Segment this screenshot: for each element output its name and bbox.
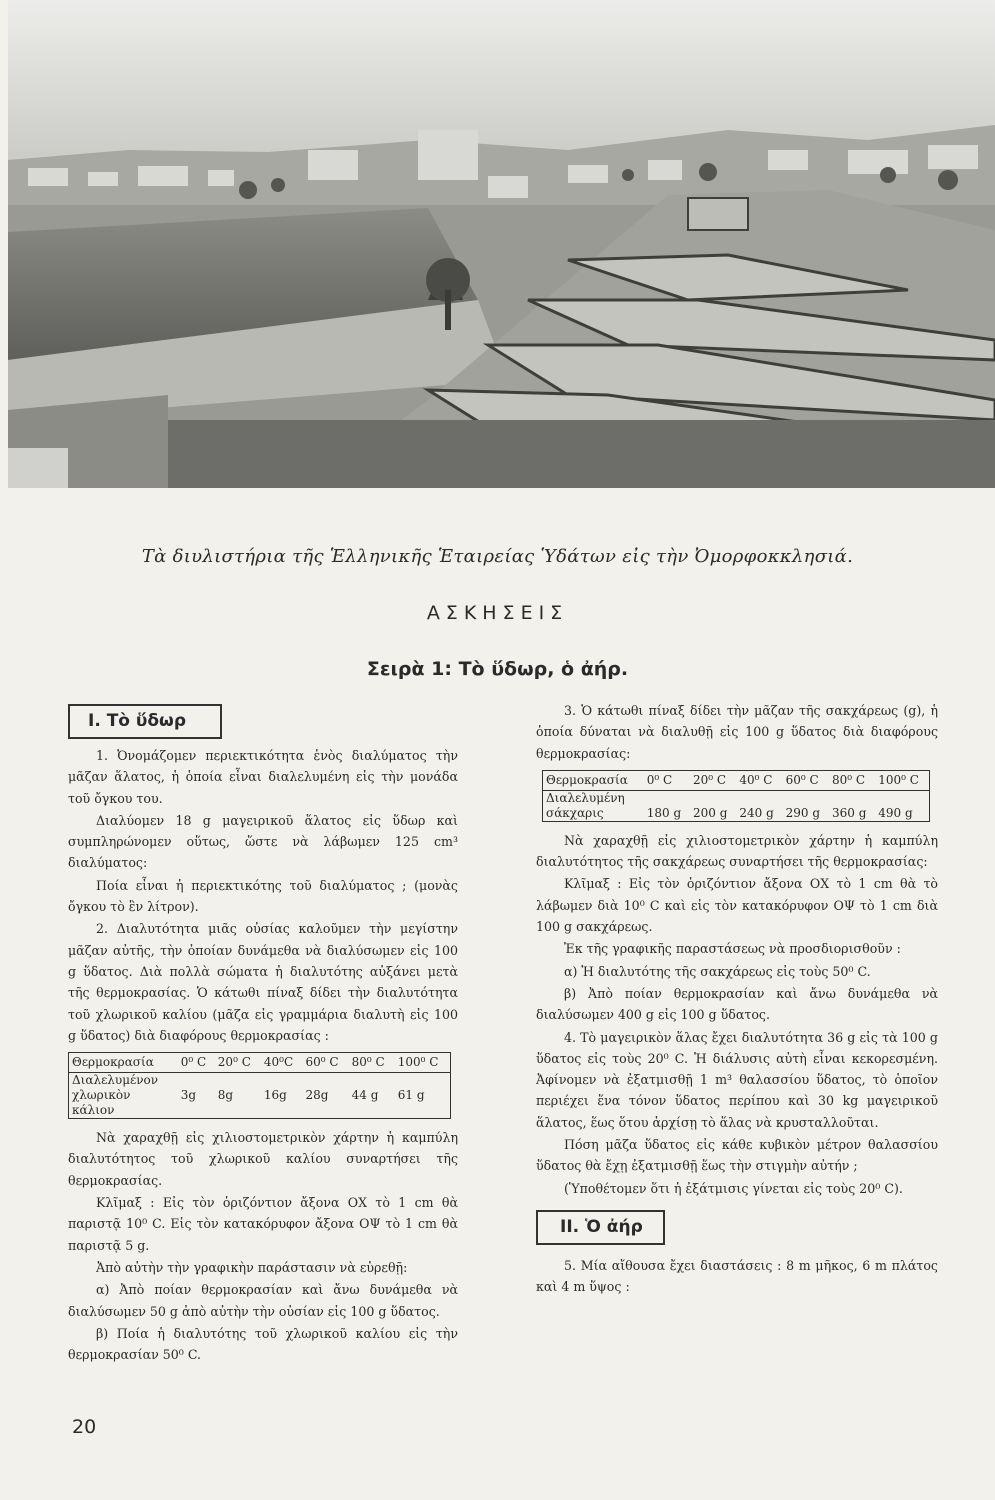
- table-row-label: χλωρικὸν: [72, 1088, 131, 1103]
- series-subheading: Σειρὰ 1: Τὸ ὕδωρ, ὁ ἀήρ.: [366, 658, 629, 680]
- left-column: [68, 700, 458, 1366]
- photo-caption: Τὰ διυλιστήρια τῆς Ἑλληνικῆς Ἑταιρείας Ὑδάτων εἰς τὴν Ὀμορφοκκλησιά.: [141, 546, 854, 567]
- water-treatment-plant-photo: [8, 0, 995, 488]
- table-row-label: σάκχαρις: [546, 805, 604, 820]
- exercises-heading: ΑΣΚΗΣΕΙΣ: [426, 602, 569, 624]
- table-value: 290 g: [785, 805, 821, 820]
- table-value: 16g: [263, 1088, 287, 1103]
- table-header-label: Θερμοκρασία: [69, 1053, 178, 1073]
- table-value: 61 g: [397, 1088, 425, 1103]
- table-temp: 20⁰ C: [690, 770, 736, 790]
- table-temp: 100⁰ C: [395, 1053, 451, 1073]
- table-temp: 0⁰ C: [178, 1053, 215, 1073]
- exercise-4-text: 4. Τὸ μαγειρικὸν ἅλας ἔχει διαλυτότητα 36 g εἰς τὰ 100 g ὕδατος εἰς τοὺς 20⁰ C. Ἡ διάλυσις αὐτὴ εἶναι κεκορεσμένη. Ἀφίνομεν νὰ ἐξατμισθῇ 1 m³ θαλασσίου ὕδατος, τὸ ὁποῖον περιέχει ἕνα τόνον ὕδατος περίπου καὶ 30 kg μαγειρικοῦ ἅλατος, ἕως ὅτου ἀρχίσῃ τὸ ἅλας νὰ κρυσταλλοῦται.: [536, 1029, 938, 1130]
- table-row-label: Διαλελυμένον: [72, 1073, 159, 1088]
- section-water-heading: Ι. Τὸ ὕδωρ: [68, 704, 222, 739]
- exercise-3-scale: Κλῖμαξ : Εἰς τὸν ὁριζόντιον ἄξονα ΟΧ τὸ 1 cm θὰ τὸ λάβωμεν διὰ 10⁰ C καὶ εἰς τὸν κατακόρυφον ΟΨ τὸ 1 cm διὰ 100 g σακχάρεως.: [536, 876, 938, 935]
- exercise-2-part-b: β) Ποία ἡ διαλυτότης τοῦ χλωρικοῦ καλίου εἰς τὴν θερμοκρασίαν 50⁰ C.: [68, 1325, 458, 1363]
- table-temp: 100⁰ C: [875, 770, 929, 790]
- table-value: 28g: [305, 1088, 329, 1103]
- exercise-2-instruction: Νὰ χαραχθῇ εἰς χιλιοστομετρικὸν χάρτην ἡ καμπύλη διαλυτότητος τοῦ χλωρικοῦ καλίου συναρτήσει τῆς θερμοκρασίας.: [68, 1130, 458, 1188]
- photo-illustration-icon: [8, 0, 995, 488]
- sugar-solubility-table: [542, 770, 930, 822]
- table-value: 180 g: [646, 805, 682, 820]
- section-air-heading: ΙΙ. Ὁ ἀήρ: [536, 1210, 665, 1245]
- table-value: 3g: [180, 1088, 197, 1103]
- table-temp: 60⁰ C: [303, 1053, 349, 1073]
- exercise-3-text: 3. Ὁ κάτωθι πίναξ δίδει τὴν μᾶζαν τῆς σακχάρεως (g), ἡ ὁποία δύναται νὰ διαλυθῇ εἰς 100 g ὕδατος διὰ διαφόρους θερμοκρασίας:: [536, 703, 938, 761]
- page-number: 20: [72, 1416, 97, 1438]
- right-column: [536, 700, 938, 1299]
- table-temp: 20⁰ C: [215, 1053, 261, 1073]
- exercise-3-part-b: β) Ἀπὸ ποίαν θερμοκρασίαν καὶ ἄνω δυνάμεθα νὰ διαλύσωμεν 400 g εἰς 100 g ὕδατος.: [536, 985, 938, 1023]
- table-temp: 60⁰ C: [783, 770, 829, 790]
- exercise-1-text: 1. Ὀνομάζομεν περιεκτικότητα ἑνὸς διαλύματος τὴν μᾶζαν ἅλατος, ἡ ὁποία εἶναι διαλελυμένη εἰς τὴν μονάδα τοῦ ὄγκου του.: [68, 748, 458, 806]
- table-row-label: Διαλελυμένη: [546, 790, 625, 805]
- exercise-3-find: Ἐκ τῆς γραφικῆς παραστάσεως νὰ προσδιορισθοῦν :: [564, 941, 901, 957]
- exercise-2-find: Ἀπὸ αὐτὴν τὴν γραφικὴν παράστασιν νὰ εὑρεθῇ:: [96, 1259, 408, 1275]
- exercise-2-scale: Κλῖμαξ : Εἰς τὸν ὁριζόντιον ἄξονα ΟΧ τὸ 1 cm θὰ παριστᾷ 10⁰ C. Εἰς τὸν κατακόρυφον ἄξονα ΟΨ τὸ 1 cm θὰ παριστᾷ 5 g.: [68, 1195, 458, 1253]
- exercise-2-part-a: α) Ἀπὸ ποίαν θερμοκρασίαν καὶ ἄνω δυνάμεθα νὰ διαλύσωμεν 50 g ἀπὸ αὐτὴν τὴν οὐσίαν εἰς 100 g ὕδατος.: [68, 1282, 458, 1319]
- exercise-2-text: 2. Διαλυτότητα μιᾶς οὐσίας καλοῦμεν τὴν μεγίστην μᾶζαν αὐτῆς, τὴν ὁποίαν δυνάμεθα νὰ διαλύσωμεν εἰς 100 g ὕδατος. Διὰ πολλὰ σώματα ἡ διαλυτότης αὐξάνει μετὰ τῆς θερμοκρασίας. Ὁ κάτωθι πίναξ δίδει τὴν διαλυτότητα τοῦ χλωρικοῦ καλίου (μᾶζα εἰς γραμμάρια διαλυτὴ εἰς 100 g ὕδατος) διὰ διαφόρους θερμοκρασίας :: [68, 921, 458, 1043]
- exercise-1-question: Ποία εἶναι ἡ περιεκτικότης τοῦ διαλύματος ; (μονὰς ὄγκου τὸ ἓν λίτρον).: [68, 877, 458, 915]
- table-row-label: κάλιον: [72, 1103, 115, 1118]
- table-value: 200 g: [693, 805, 728, 820]
- exercise-4-question: Πόση μᾶζα ὕδατος εἰς κάθε κυβικὸν μέτρον θαλασσίου ὕδατος θὰ ἔχῃ ἐξατμισθῇ ἕως τὴν στιγμὴν αὐτήν ;: [536, 1137, 938, 1174]
- exercise-3-instruction: Νὰ χαραχθῇ εἰς χιλιοστομετρικὸν χάρτην ἡ καμπύλη διαλυτότητος τῆς σακχάρεως συναρτήσει τῆς θερμοκρασίας:: [536, 832, 938, 870]
- table-temp: 80⁰ C: [829, 770, 875, 790]
- table-temp: 40⁰C: [261, 1053, 303, 1073]
- potassium-chlorate-table: [68, 1052, 451, 1119]
- table-temp: 80⁰ C: [349, 1053, 395, 1073]
- table-value: 8g: [217, 1088, 234, 1103]
- table-value: 44 g: [351, 1088, 379, 1103]
- table-temp: 0⁰ C: [644, 770, 690, 790]
- table-header-label: Θερμοκρασία: [543, 770, 644, 790]
- exercise-5-text: 5. Μία αἴθουσα ἔχει διαστάσεις : 8 m μῆκος, 6 m πλάτος καὶ 4 m ὕψος :: [536, 1257, 938, 1295]
- table-value: 360 g: [831, 805, 867, 820]
- exercise-1-data: Διαλύομεν 18 g μαγειρικοῦ ἅλατος εἰς ὕδωρ καὶ συμπληρώνομεν οὕτως, ὥστε νὰ λάβωμεν 125 cm³ διαλύματος:: [68, 812, 458, 871]
- table-value: 240 g: [739, 805, 774, 820]
- exercise-3-part-a: α) Ἡ διαλυτότης τῆς σακχάρεως εἰς τοὺς 50⁰ C.: [564, 963, 871, 979]
- table-value: 490 g: [878, 805, 913, 820]
- exercise-4-assumption: (Ὑποθέτομεν ὅτι ἡ ἐξάτμισις γίνεται εἰς τοὺς 20⁰ C).: [564, 1180, 903, 1196]
- table-temp: 40⁰ C: [736, 770, 782, 790]
